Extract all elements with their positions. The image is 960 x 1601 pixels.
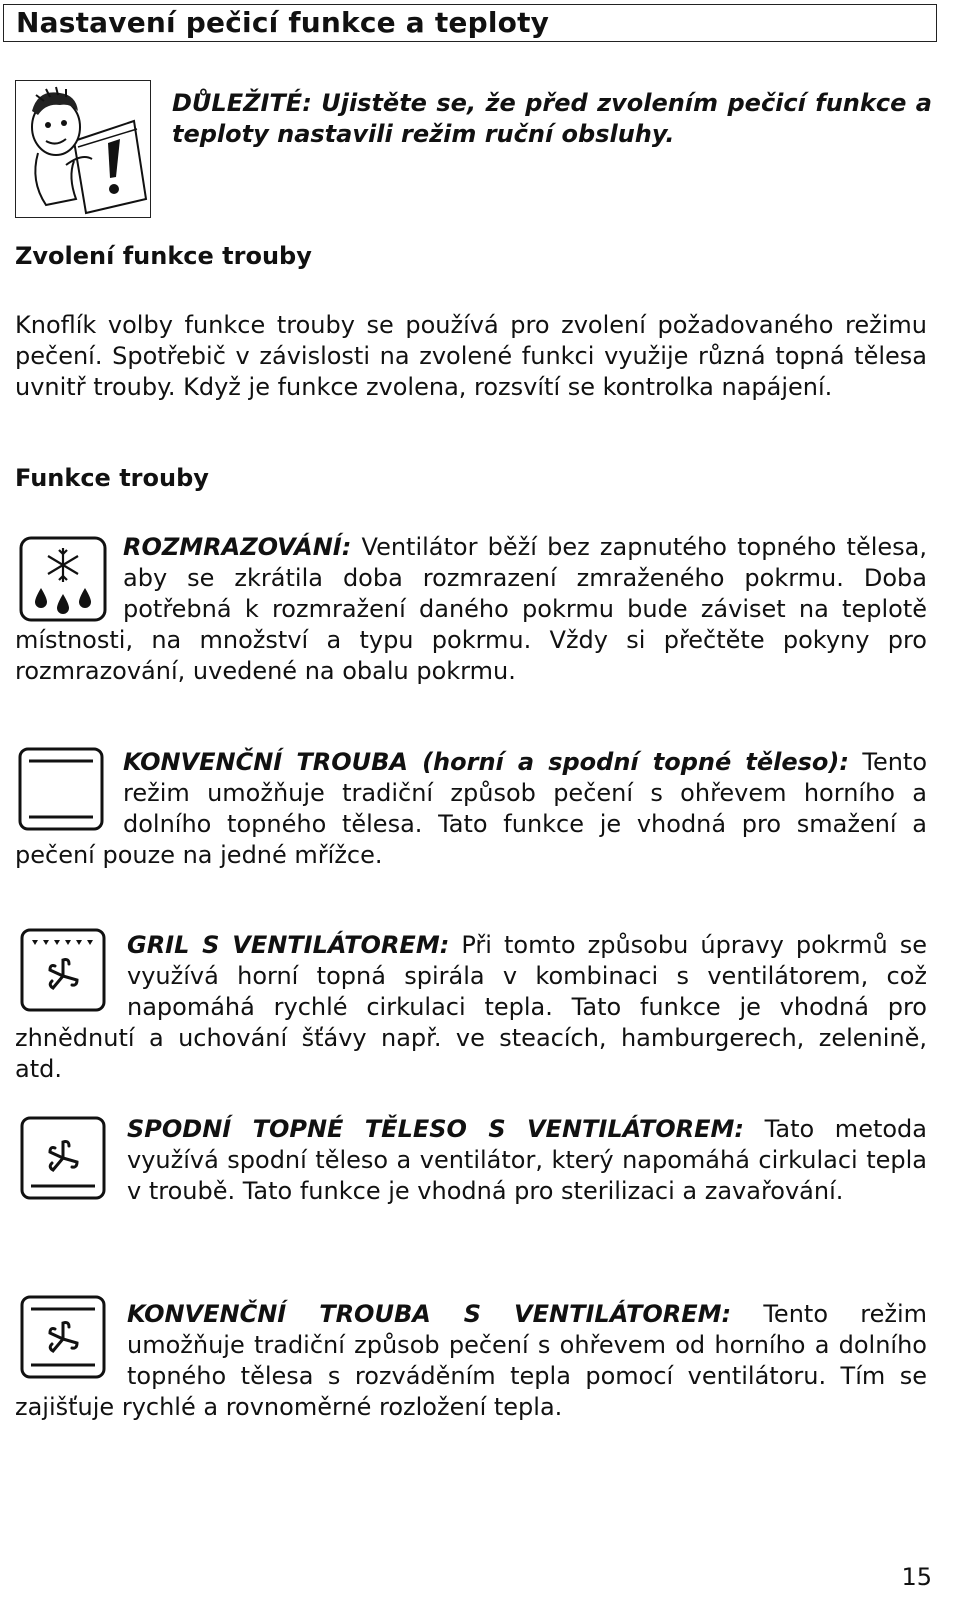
defrost-icon <box>19 536 109 624</box>
warning-illustration <box>15 80 151 218</box>
function-bottom-fan <box>15 1114 927 1207</box>
function-conventional-fan-label: KONVENČNÍ TROUBA S VENTILÁTOREM: <box>127 1300 732 1328</box>
function-bottom-fan-label: SPODNÍ TOPNÉ TĚLESO S VENTILÁTOREM: <box>127 1115 745 1143</box>
conventional-fan-icon <box>19 1295 109 1383</box>
section-paragraph-select-function: Knoflík volby funkce trouby se používá pro zvolení požadovaného režimu pečení. Spotřebič v závislosti na zvolené funkci využije různá topná tělesa uvnitř trouby. Když je funkce zvolena, rozsvítí se kontrolka napájení. <box>15 311 927 401</box>
function-grill-fan <box>15 930 927 1085</box>
conventional-oven-icon-wrap <box>15 747 123 839</box>
important-notice: DŮLEŽITÉ: Ujistěte se, že před zvolením pečicí funkce a teploty nastavili režim ruční obsluhy. <box>172 89 932 148</box>
page-title-box <box>3 4 937 42</box>
function-grill-fan-label: GRIL S VENTILÁTOREM: <box>127 931 450 959</box>
function-grill-fan-text: Při tomto způsobu úpravy pokrmů se využívá horní topná spirála v kombinaci s ventilátorem, což napomáhá rychlé cirkulaci tepla. Tato funkce je vhodná pro zhnědnutí a uchování šťávy např. ve steacích, hamburgerech, zelenině, atd. <box>15 931 928 1083</box>
conventional-oven-icon <box>17 747 107 835</box>
function-bottom-fan-text: Tato metoda využívá spodní těleso a ventilátor, který napomáhá cirkulaci tepla v troubě. Tato funkce je vhodná pro sterilizaci a zavařování. <box>127 1115 927 1205</box>
grill-fan-icon-wrap <box>15 930 127 1022</box>
page-number: 15 <box>901 1563 932 1591</box>
function-conventional <box>15 747 927 871</box>
function-conventional-fan <box>15 1299 927 1423</box>
function-conventional-label: KONVENČNÍ TROUBA (horní a spodní topné těleso): <box>123 748 849 776</box>
section-heading-oven-functions: Funkce trouby <box>15 464 209 492</box>
bottom-heat-fan-icon-wrap <box>15 1114 127 1206</box>
defrost-icon-wrap <box>15 532 123 624</box>
grill-fan-icon <box>19 928 109 1016</box>
function-defrost <box>15 532 927 687</box>
page-title: Nastavení pečicí funkce a teploty <box>16 6 550 39</box>
function-defrost-text: Ventilátor běží bez zapnutého topného tělesa, aby se zkrátila doba rozmrazení zmraženého pokrmu. Doba potřebná k rozmražení daného pokrmu bude záviset na teplotě místnosti, na množství a typu pokrmu. Vždy si přečtěte pokyny pro rozmrazování, uvedené na obalu pokrmu. <box>15 533 927 685</box>
section-heading-select-function: Zvolení funkce trouby <box>15 242 312 270</box>
conventional-fan-icon-wrap <box>15 1299 127 1391</box>
function-conventional-text: Tento režim umožňuje tradiční způsob pečení s ohřevem horního a dolního topného tělesa. Tato funkce je vhodná pro smažení a pečení pouze na jedné mřížce. <box>15 748 928 869</box>
bottom-heat-fan-icon <box>19 1116 109 1204</box>
function-conventional-fan-text: Tento režim umožňuje tradiční způsob pečení s ohřevem od horního a dolního topného tělesa s rozváděním tepla pomocí ventilátoru. Tím se zajišťuje rychlé a rovnoměrné rozložení tepla. <box>15 1300 928 1421</box>
function-defrost-label: ROZMRAZOVÁNÍ: <box>123 533 352 561</box>
